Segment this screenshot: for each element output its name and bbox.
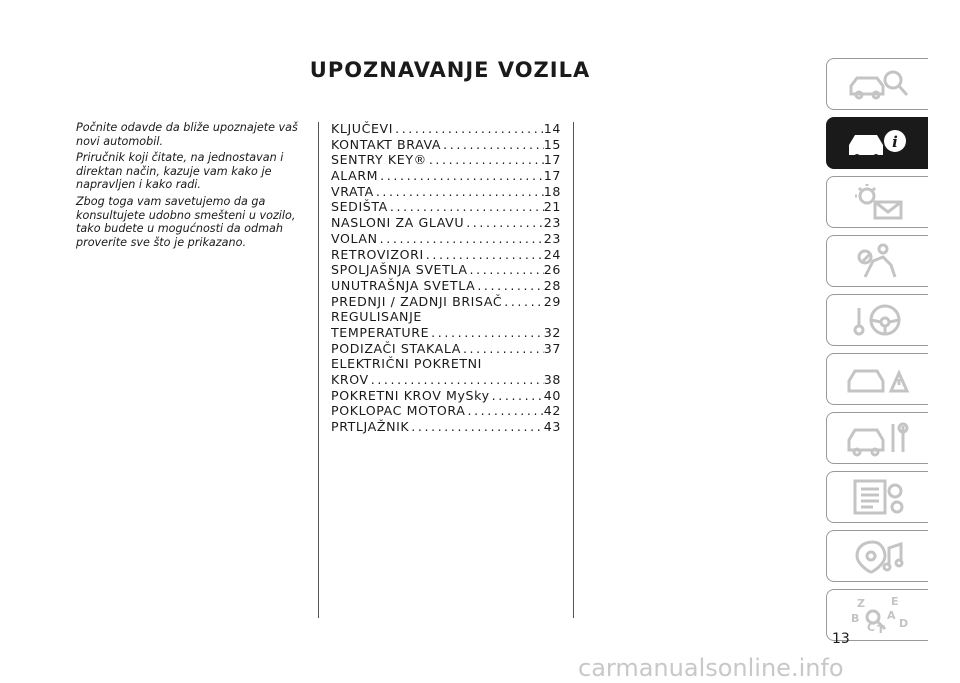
toc-entry-label: UNUTRAŠNJA SVETLA (331, 277, 476, 293)
toc-entry-page: 26 (543, 262, 561, 278)
toc-entry-page: 18 (543, 183, 561, 199)
intro-text (76, 121, 308, 252)
toc-entry-label: SENTRY KEY® (331, 152, 427, 168)
toc-entry[interactable] (331, 419, 561, 435)
toc-entry-label: NASLONI ZA GLAVU (331, 215, 465, 231)
toc-leader (465, 403, 543, 418)
tab-technical-data[interactable] (826, 471, 928, 523)
toc-leader (424, 247, 544, 262)
toc-entry-page: 43 (543, 419, 561, 435)
toc-entry-page: 42 (543, 403, 561, 419)
intro-paragraph: Priručnik koji čitate, na jednostavan i direktan način, kazuje vam kako je napravljen i kako radi. (76, 151, 284, 192)
toc-leader (475, 278, 543, 293)
index-letter: C (866, 621, 875, 634)
car-warning-triangle-icon (843, 359, 913, 399)
toc-entry[interactable] (331, 121, 561, 137)
toc-leader (374, 184, 544, 199)
toc-entry-page: 14 (543, 121, 561, 136)
warning-light-message-icon (843, 182, 913, 222)
toc-entry-page: 24 (543, 246, 561, 262)
toc-entry[interactable] (331, 137, 561, 153)
toc-entry[interactable] (331, 388, 561, 404)
multimedia-icon (843, 536, 913, 576)
toc-entry[interactable] (331, 372, 561, 388)
table-of-contents (331, 121, 561, 435)
page-title: UPOZNAVANJE VOZILA (309, 58, 591, 82)
toc-leader (378, 168, 544, 183)
toc-entry-label: SEDIŠTA (331, 199, 388, 215)
alphabetical-index-icon (843, 595, 913, 635)
toc-entry-label: KROV (331, 372, 369, 387)
toc-entry-page: 40 (543, 387, 561, 403)
column-divider (318, 122, 319, 618)
column-divider (573, 122, 574, 618)
intro-paragraph: Počnite odavde da bliže upoznajete vaš novi automobil. (76, 121, 298, 148)
toc-leader (369, 372, 544, 387)
tab-car-search[interactable] (826, 58, 928, 110)
index-letter: D (898, 617, 908, 630)
toc-entry-label: POKLOPAC MOTORA (331, 403, 466, 419)
toc-entry[interactable] (331, 278, 561, 294)
tab-safety[interactable] (826, 235, 928, 287)
toc-entry[interactable] (331, 325, 561, 341)
toc-entry[interactable] (331, 152, 561, 168)
car-search-icon (843, 64, 913, 104)
toc-leader (393, 121, 544, 136)
watermark: carmanualsonline.info (578, 654, 844, 682)
toc-entry-label: KONTAKT BRAVA (331, 136, 442, 152)
toc-entry[interactable] (331, 262, 561, 278)
intro-paragraph: Zbog toga vam savetujemo da ga konsultujete udobno smešteni u vozilo, tako budete u mogućnosti da odmah proverite sve što je prikazano. (76, 194, 296, 249)
toc-entry-label: PREDNJI / ZADNJI BRISAČ (331, 293, 503, 309)
toc-entry-page: 37 (543, 340, 561, 356)
toc-entry-page: 17 (543, 168, 561, 184)
toc-entry-page: 32 (543, 324, 561, 340)
toc-entry-label: VOLAN (331, 230, 378, 246)
toc-entry-label: POKRETNI KROV MySky (331, 387, 490, 403)
tab-maintenance[interactable] (826, 412, 928, 464)
toc-entry[interactable] (331, 247, 561, 263)
toc-leader (429, 325, 544, 340)
toc-entry[interactable] (331, 231, 561, 247)
toc-entry-page: 21 (543, 199, 561, 215)
toc-entry-label: RETROVIZORI (331, 246, 424, 262)
toc-entry-page: 15 (543, 136, 561, 152)
toc-leader (378, 231, 544, 246)
toc-leader (464, 215, 544, 230)
steering-wheel-icon (843, 300, 913, 340)
toc-entry-page: 38 (543, 372, 561, 387)
toc-entry[interactable] (331, 199, 561, 215)
index-letter: B (850, 612, 859, 625)
toc-entry-page: 28 (543, 277, 561, 293)
tab-car-info[interactable] (826, 117, 928, 169)
tab-multimedia[interactable] (826, 530, 928, 582)
toc-leader (409, 419, 543, 434)
toc-entry-label-line1[interactable]: ELEKTRIČNI POKRETNI (331, 356, 483, 372)
page-number: 13 (832, 631, 850, 647)
toc-entry-label: KLJUČEVI (331, 121, 394, 136)
toc-entry[interactable] (331, 294, 561, 310)
toc-entry-label-line1[interactable]: REGULISANJE (331, 309, 422, 325)
toc-entry[interactable] (331, 403, 561, 419)
specifications-gear-icon (843, 477, 913, 517)
toc-leader (490, 388, 544, 403)
toc-entry-label: ALARM (331, 168, 379, 184)
toc-entry-page: 17 (543, 152, 561, 168)
toc-leader (388, 199, 544, 214)
car-info-icon (843, 123, 913, 163)
chapter-tabs (826, 58, 928, 648)
toc-entry-label: VRATA (331, 183, 374, 199)
tab-warning-lights[interactable] (826, 176, 928, 228)
index-letter: A (886, 609, 896, 622)
toc-leader (502, 294, 544, 309)
tab-starting-driving[interactable] (826, 294, 928, 346)
index-letter: E (890, 595, 899, 608)
toc-entry-label: TEMPERATURE (331, 324, 430, 340)
toc-entry-page: 23 (543, 230, 561, 246)
svg-text:i: i (891, 133, 898, 151)
toc-leader (461, 341, 544, 356)
toc-entry[interactable] (331, 168, 561, 184)
toc-entry-page: 29 (543, 293, 561, 309)
toc-entry-label: PODIZAČI STAKALA (331, 340, 461, 356)
toc-leader (468, 262, 544, 277)
toc-entry[interactable] (331, 341, 561, 357)
car-service-tools-icon (843, 418, 913, 458)
index-letter: Z (856, 597, 865, 610)
toc-entry-page: 23 (543, 215, 561, 231)
toc-entry[interactable] (331, 184, 561, 200)
index-letter: T (876, 623, 885, 635)
toc-entry-label: PRTLJAŽNIK (331, 419, 410, 435)
tab-emergency[interactable] (826, 353, 928, 405)
toc-leader (441, 137, 544, 152)
toc-leader (427, 152, 544, 167)
toc-entry[interactable] (331, 215, 561, 231)
airbag-passenger-icon (843, 241, 913, 281)
toc-entry-label: SPOLJAŠNJA SVETLA (331, 262, 468, 278)
